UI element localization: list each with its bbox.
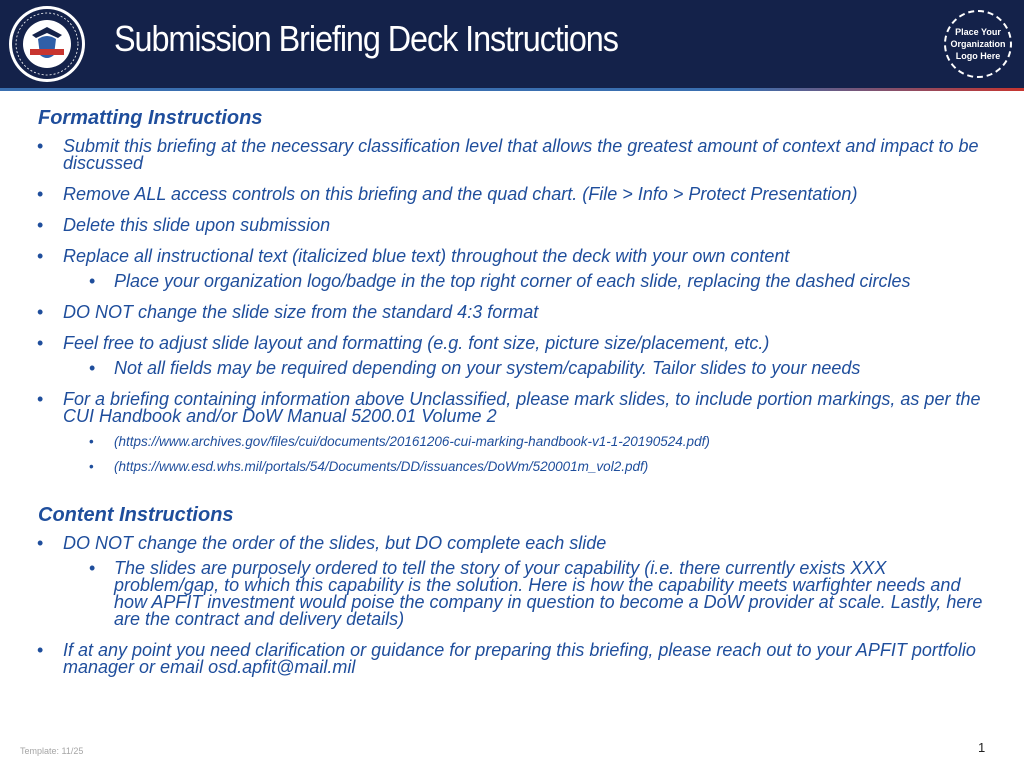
content-heading: Content Instructions (38, 504, 234, 526)
list-item: • Replace all instructional text (italicized blue text) throughout the deck with your own content (0, 248, 1024, 265)
department-seal-icon (8, 5, 86, 83)
list-item: • DO NOT change the slide size from the standard 4:3 format (0, 304, 1024, 321)
list-item: • For a briefing containing information above Unclassified, please mark slides, to include portion markings, as per the CUI Handbook and/or DoW Manual 5200.01 Volume 2 (0, 391, 1024, 425)
list-item[interactable]: • If at any point you need clarification or guidance for preparing this briefing, please reach out to your APFIT portfolio manager or email osd.apfit@mail.mil (0, 642, 1024, 676)
formatting-list (0, 138, 1024, 475)
list-item: • Feel free to adjust slide layout and formatting (e.g. font size, picture size/placement, etc.) (0, 335, 1024, 352)
sub-list-item: • Not all fields may be required depending on your system/capability. Tailor slides to your needs (0, 360, 1024, 377)
header-banner (0, 0, 1024, 88)
page-title: Submission Briefing Deck Instructions (114, 18, 618, 59)
list-item: • DO NOT change the order of the slides, but DO complete each slide (0, 535, 1024, 552)
organization-logo-placeholder (944, 10, 1012, 78)
page-number: 1 (978, 740, 986, 755)
content-list (0, 535, 1024, 676)
list-item: • Submit this briefing at the necessary classification level that allows the greatest amount of context and impact to be discussed (0, 138, 1024, 172)
logo-placeholder-label: Place Your Organization Logo Here (950, 27, 1006, 61)
template-version: Template: 11/25 (20, 746, 84, 756)
handbook-link[interactable]: • (https://www.archives.gov/files/cui/documents/20161206-cui-marking-handbook-v1-1-20190524.pdf) (0, 433, 1024, 450)
sub-list-item: • The slides are purposely ordered to tell the story of your capability (i.e. there currently exists XXX problem/gap, to which this capability is the solution. Here is how the capability meets warfighter needs and how APFIT investment would poise the company in question to become a DoW provider at scale. Lastly, here are the contract and delivery details) (0, 560, 1024, 628)
list-item: • Remove ALL access controls on this briefing and the quad chart. (File > Info > Protect Presentation) (0, 186, 1024, 203)
formatting-heading: Formatting Instructions (38, 107, 263, 129)
sub-list-item: • Place your organization logo/badge in the top right corner of each slide, replacing the dashed circles (0, 273, 1024, 290)
list-item: • Delete this slide upon submission (0, 217, 1024, 234)
slide-body (0, 106, 1024, 690)
manual-link[interactable]: • (https://www.esd.whs.mil/portals/54/Documents/DD/issuances/DoWm/520001m_vol2.pdf) (0, 458, 1024, 475)
header-stripe (0, 88, 1024, 91)
